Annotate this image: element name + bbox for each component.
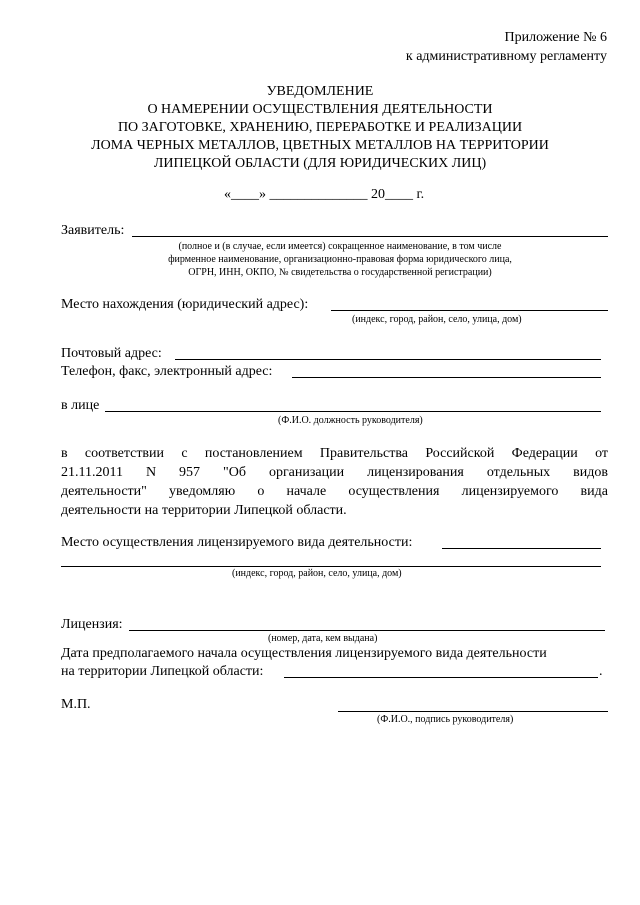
location-hint: (индекс, город, район, село, улица, дом) — [352, 314, 522, 325]
location-field[interactable] — [331, 310, 608, 311]
person-field[interactable] — [105, 411, 601, 412]
activity-place-field-2[interactable] — [61, 566, 601, 567]
appendix-reference: к административному регламенту — [405, 49, 607, 64]
date-line: «____» ______________ 20____ г. — [224, 187, 425, 202]
start-date-line1: Дата предполагаемого начала осуществления лицензируемого вида деятельности — [61, 646, 547, 661]
activity-place-label: Место осуществления лицензируемого вида деятельности: — [61, 535, 413, 550]
title-line: ЛОМА ЧЕРНЫХ МЕТАЛЛОВ, ЦВЕТНЫХ МЕТАЛЛОВ НА ТЕРРИТОРИИ — [91, 138, 549, 153]
activity-place-field-1[interactable] — [442, 548, 601, 549]
title-line: УВЕДОМЛЕНИЕ — [266, 84, 374, 99]
signature-field[interactable] — [338, 711, 608, 712]
license-field[interactable] — [129, 630, 605, 631]
start-date-end: . — [599, 664, 603, 679]
applicant-label: Заявитель: — [61, 223, 125, 238]
paragraph-line: деятельности" уведомляю о начале осуществления лицензируемого вида — [61, 484, 608, 499]
hint-line: ОГРН, ИНН, ОКПО, № свидетельства о государственной регистрации) — [188, 267, 492, 278]
paragraph-line: 21.11.2011 N 957 "Об организации лицензирования отдельных видов — [61, 465, 608, 480]
person-label: в лице — [61, 398, 100, 413]
applicant-field[interactable] — [132, 236, 608, 237]
location-label: Место нахождения (юридический адрес): — [61, 297, 309, 312]
activity-place-hint: (индекс, город, район, село, улица, дом) — [232, 568, 402, 579]
license-hint: (номер, дата, кем выдана) — [268, 633, 378, 644]
applicant-hint — [100, 240, 580, 279]
title-line: ПО ЗАГОТОВКЕ, ХРАНЕНИЮ, ПЕРЕРАБОТКЕ И РЕАЛИЗАЦИИ — [117, 120, 523, 135]
stamp-placeholder: М.П. — [61, 697, 91, 712]
postal-label: Почтовый адрес: — [61, 346, 162, 361]
body-paragraph — [61, 444, 608, 520]
appendix-number: Приложение № 6 — [504, 30, 607, 45]
title-line: ЛИПЕЦКОЙ ОБЛАСТИ (ДЛЯ ЮРИДИЧЕСКИХ ЛИЦ) — [153, 156, 487, 171]
contacts-label: Телефон, факс, электронный адрес: — [61, 364, 273, 379]
paragraph-line: в соответствии с постановлением Правительства Российской Федерации от — [61, 446, 608, 461]
document-title — [0, 83, 640, 173]
signature-hint: (Ф.И.О., подпись руководителя) — [377, 714, 514, 725]
postal-field[interactable] — [175, 359, 601, 360]
person-hint: (Ф.И.О. должность руководителя) — [278, 415, 423, 426]
paragraph-line: деятельности на территории Липецкой области. — [61, 503, 347, 518]
hint-line: (полное и (в случае, если имеется) сокращенное наименование, в том числе — [178, 241, 502, 252]
title-line: О НАМЕРЕНИИ ОСУЩЕСТВЛЕНИЯ ДЕЯТЕЛЬНОСТИ — [147, 102, 493, 117]
contacts-field[interactable] — [292, 377, 601, 378]
hint-line: фирменное наименование, организационно-правовая форма юридического лица, — [168, 254, 512, 265]
license-label: Лицензия: — [61, 617, 123, 632]
start-date-label: на территории Липецкой области: — [61, 664, 264, 679]
start-date-field[interactable] — [284, 677, 598, 678]
